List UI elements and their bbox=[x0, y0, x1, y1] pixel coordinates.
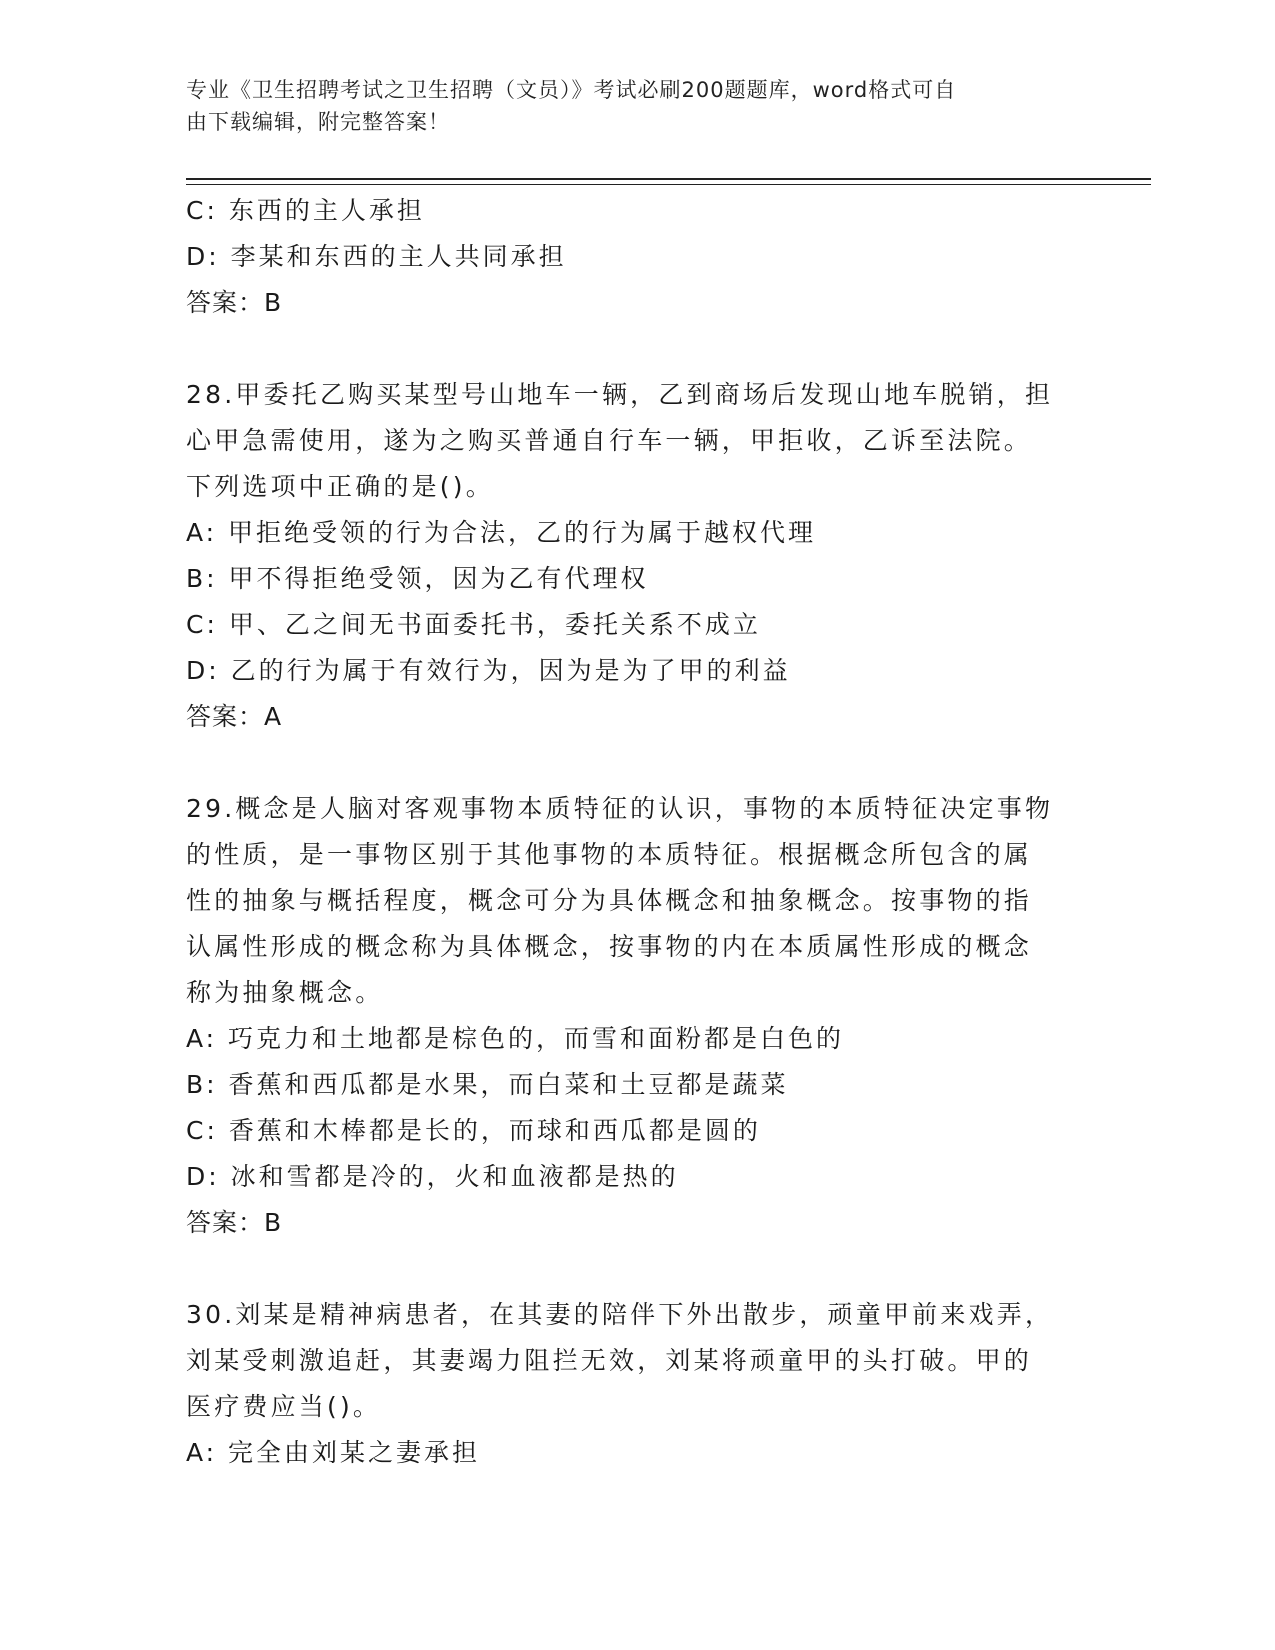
question-stem-line: 性的抽象与概括程度，概念可分为具体概念和抽象概念。按事物的指 bbox=[186, 886, 1033, 915]
page-header bbox=[186, 74, 1086, 138]
answer-line: 答案：B bbox=[186, 288, 283, 317]
spacer bbox=[186, 326, 1086, 372]
question-29 bbox=[186, 786, 1086, 1246]
question-stem-line: 医疗费应当()。 bbox=[186, 1392, 382, 1421]
question-stem-line: 心甲急需使用，遂为之购买普通自行车一辆，甲拒收，乙诉至法院。 bbox=[186, 426, 1033, 455]
header-line-1: 专业《卫生招聘考试之卫生招聘（文员）》考试必刷200题题库，word格式可自 bbox=[186, 78, 957, 102]
question-stem-line: 认属性形成的概念称为具体概念，按事物的内在本质属性形成的概念 bbox=[186, 932, 1033, 961]
option-c: C: 香蕉和木棒都是长的，而球和西瓜都是圆的 bbox=[186, 1116, 761, 1145]
question-stem-line: 30.刘某是精神病患者，在其妻的陪伴下外出散步，顽童甲前来戏弄， bbox=[186, 1300, 1054, 1329]
document-body bbox=[186, 188, 1086, 1476]
header-rule-thin bbox=[186, 184, 1151, 185]
answer-line: 答案：A bbox=[186, 702, 283, 731]
option-b: B: 香蕉和西瓜都是水果，而白菜和土豆都是蔬菜 bbox=[186, 1070, 789, 1099]
question-stem-line: 下列选项中正确的是()。 bbox=[186, 472, 494, 501]
question-stem-line: 28.甲委托乙购买某型号山地车一辆，乙到商场后发现山地车脱销，担 bbox=[186, 380, 1054, 409]
option-c: C: 东西的主人承担 bbox=[186, 196, 425, 225]
option-b: B: 甲不得拒绝受领，因为乙有代理权 bbox=[186, 564, 649, 593]
answer-line: 答案：B bbox=[186, 1208, 283, 1237]
header-rule-thick bbox=[186, 178, 1151, 180]
question-stem-line: 的性质，是一事物区别于其他事物的本质特征。根据概念所包含的属 bbox=[186, 840, 1033, 869]
header-line-2: 由下载编辑，附完整答案！ bbox=[186, 110, 450, 134]
option-d: D: 乙的行为属于有效行为，因为是为了甲的利益 bbox=[186, 656, 791, 685]
spacer bbox=[186, 1246, 1086, 1292]
question-stem-line: 刘某受刺激追赶，其妻竭力阻拦无效，刘某将顽童甲的头打破。甲的 bbox=[186, 1346, 1033, 1375]
question-28 bbox=[186, 372, 1086, 740]
option-c: C: 甲、乙之间无书面委托书，委托关系不成立 bbox=[186, 610, 761, 639]
option-a: A: 完全由刘某之妻承担 bbox=[186, 1438, 481, 1467]
question-stem-line: 29.概念是人脑对客观事物本质特征的认识，事物的本质特征决定事物 bbox=[186, 794, 1054, 823]
option-d: D: 李某和东西的主人共同承担 bbox=[186, 242, 567, 271]
question-27-continued bbox=[186, 188, 1086, 326]
question-30 bbox=[186, 1292, 1086, 1476]
spacer bbox=[186, 740, 1086, 786]
option-d: D: 冰和雪都是冷的，火和血液都是热的 bbox=[186, 1162, 679, 1191]
option-a: A: 巧克力和土地都是棕色的，而雪和面粉都是白色的 bbox=[186, 1024, 845, 1053]
question-stem-line: 称为抽象概念。 bbox=[186, 978, 384, 1007]
option-a: A: 甲拒绝受领的行为合法，乙的行为属于越权代理 bbox=[186, 518, 817, 547]
